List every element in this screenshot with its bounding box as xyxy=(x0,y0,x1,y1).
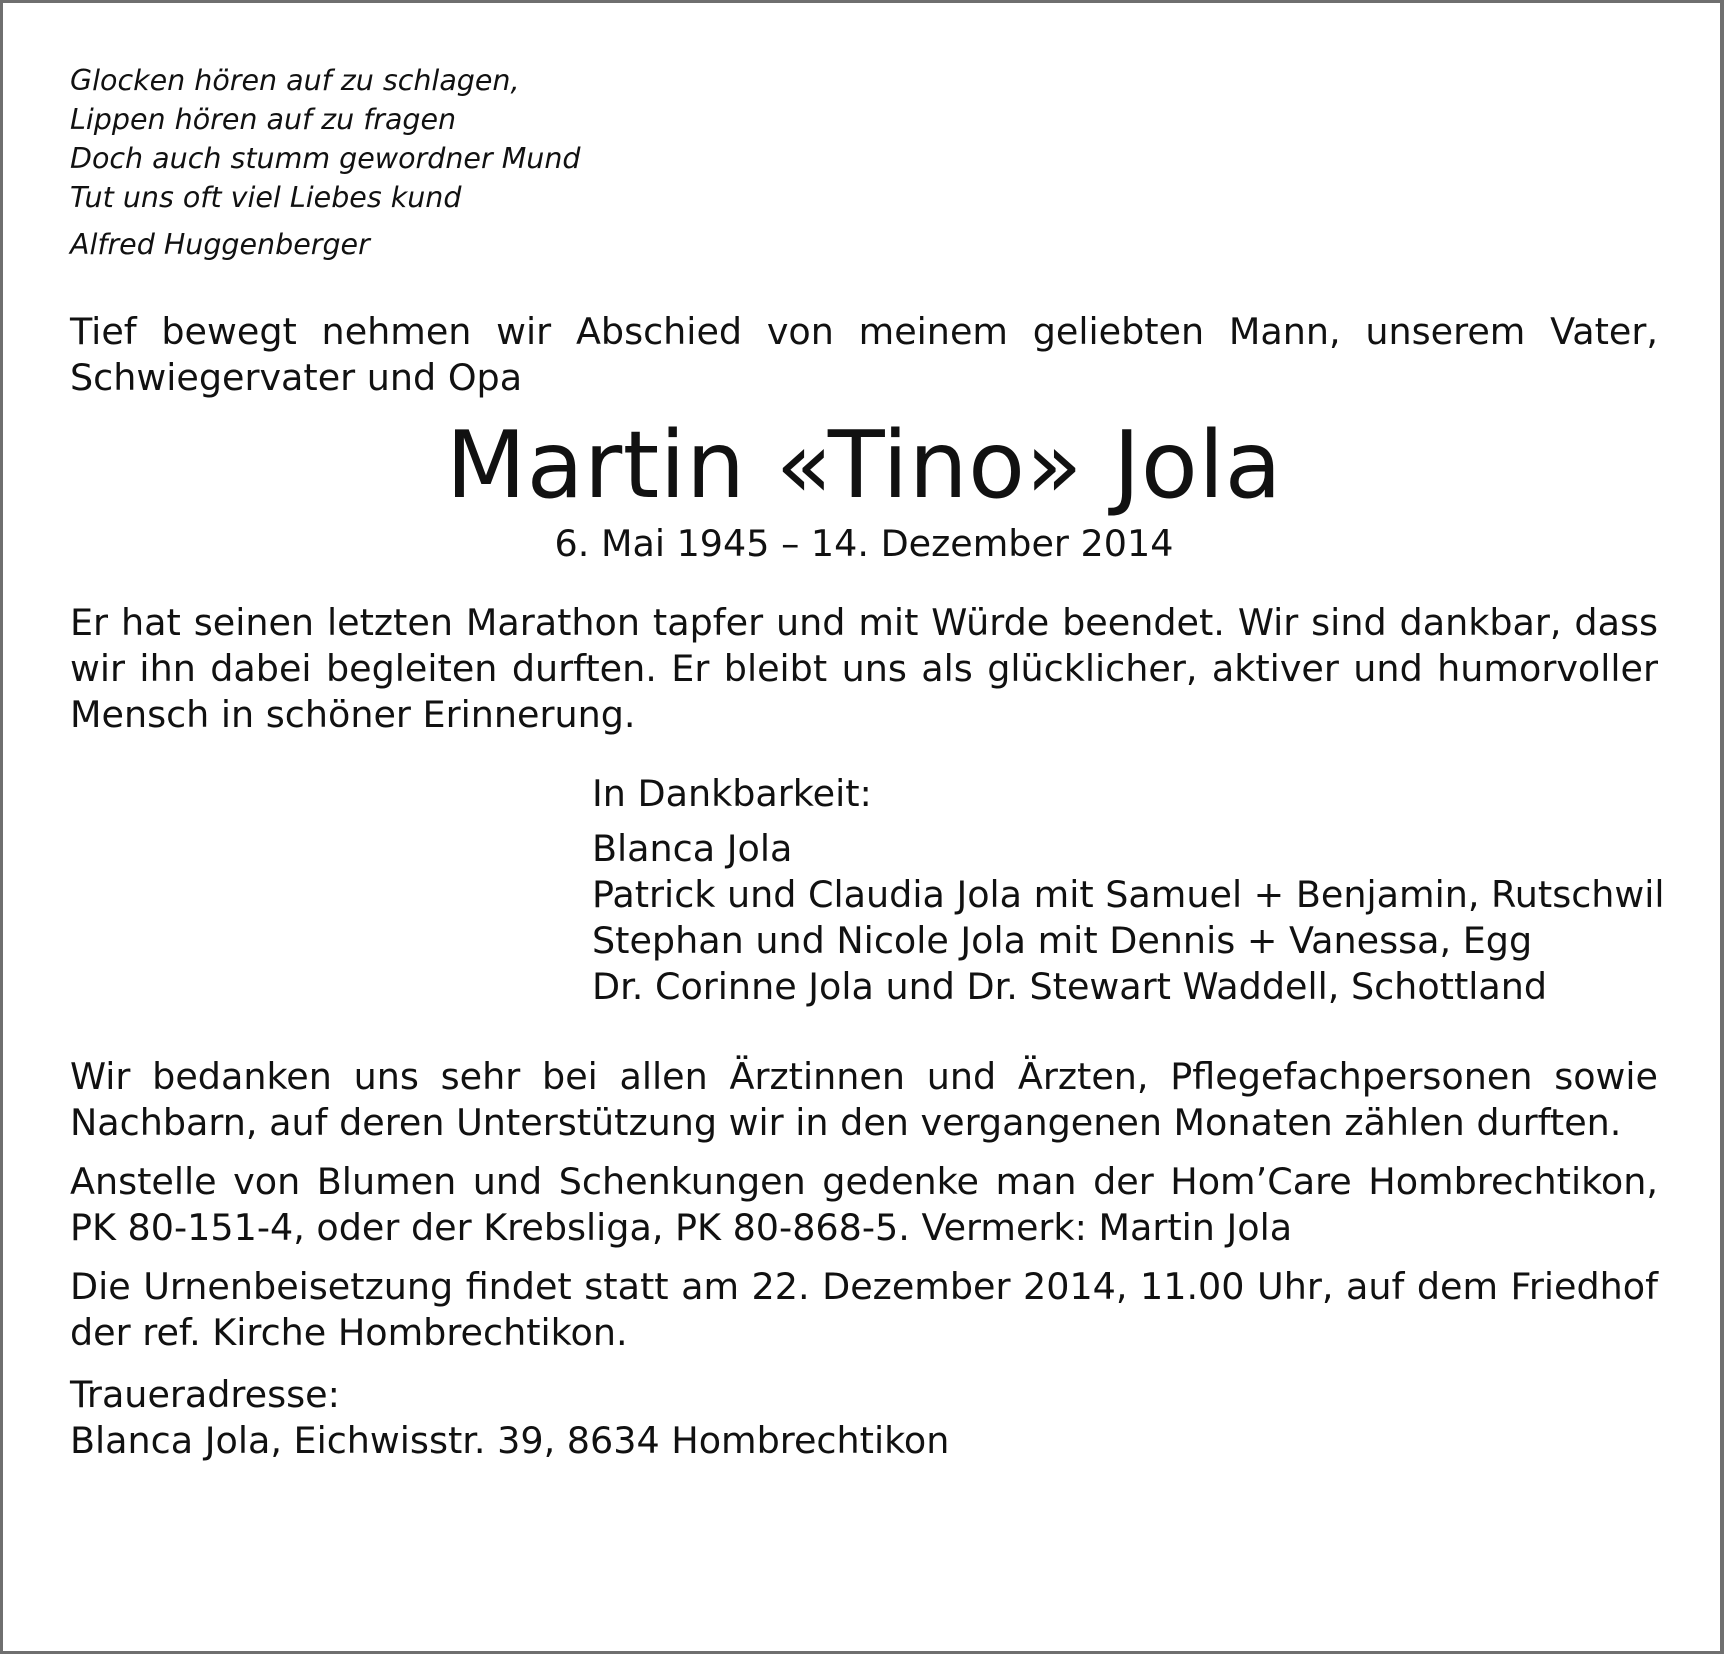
notice-content xyxy=(70,61,1665,1464)
signers-heading: In Dankbarkeit: xyxy=(592,772,872,815)
deceased-name: Martin «Tino» Jola xyxy=(445,411,1283,519)
address-label: Traueradresse: xyxy=(70,1373,340,1416)
signer-name: Patrick und Claudia Jola mit Samuel + Benjamin, Rutschwil xyxy=(592,873,1665,916)
signers-block xyxy=(592,771,1665,1010)
life-dates: 6. Mai 1945 – 14. Dezember 2014 xyxy=(554,522,1174,565)
poem-author: Alfred Huggenberger xyxy=(70,228,370,261)
mourning-address xyxy=(70,1372,1658,1464)
poem-line: Tut uns oft viel Liebes kund xyxy=(70,181,462,214)
donation-text: Anstelle von Blumen und Schenkungen gedenke man der Hom’Care Hombrechtikon, PK 80-151-4, oder der Krebsliga, PK 80-868-5. Vermerk: Martin Jola xyxy=(70,1160,1658,1249)
intro-text: Tief bewegt nehmen wir Abschied von meinem geliebten Mann, unserem Vater, Schwiegervater und Opa xyxy=(70,310,1658,399)
poem-line: Glocken hören auf zu schlagen, xyxy=(70,64,520,97)
poem-line: Doch auch stumm gewordner Mund xyxy=(70,142,581,175)
poem xyxy=(70,61,1658,217)
signer-name: Stephan und Nicole Jola mit Dennis + Vanessa, Egg xyxy=(592,919,1533,962)
address-value: Blanca Jola, Eichwisstr. 39, 8634 Hombrechtikon xyxy=(70,1419,950,1462)
tribute-text: Er hat seinen letzten Marathon tapfer und mit Würde beendet. Wir sind dankbar, dass wir ihn dabei begleiten durften. Er bleibt uns als glücklicher, aktiver und humorvoller Mensch in schöner Erinnerung. xyxy=(70,601,1658,736)
burial-text: Die Urnenbeisetzung findet statt am 22. Dezember 2014, 11.00 Uhr, auf dem Friedhof der ref. Kirche Hombrechtikon. xyxy=(70,1265,1658,1354)
signer-name: Dr. Corinne Jola und Dr. Stewart Waddell, Schottland xyxy=(592,965,1548,1008)
poem-line: Lippen hören auf zu fragen xyxy=(70,103,457,136)
signer-name: Blanca Jola xyxy=(592,827,793,870)
thanks-text: Wir bedanken uns sehr bei allen Ärztinnen und Ärzten, Pflegefachpersonen sowie Nachbarn, auf deren Unterstützung wir in den vergangenen Monaten zählen durften. xyxy=(70,1055,1658,1144)
